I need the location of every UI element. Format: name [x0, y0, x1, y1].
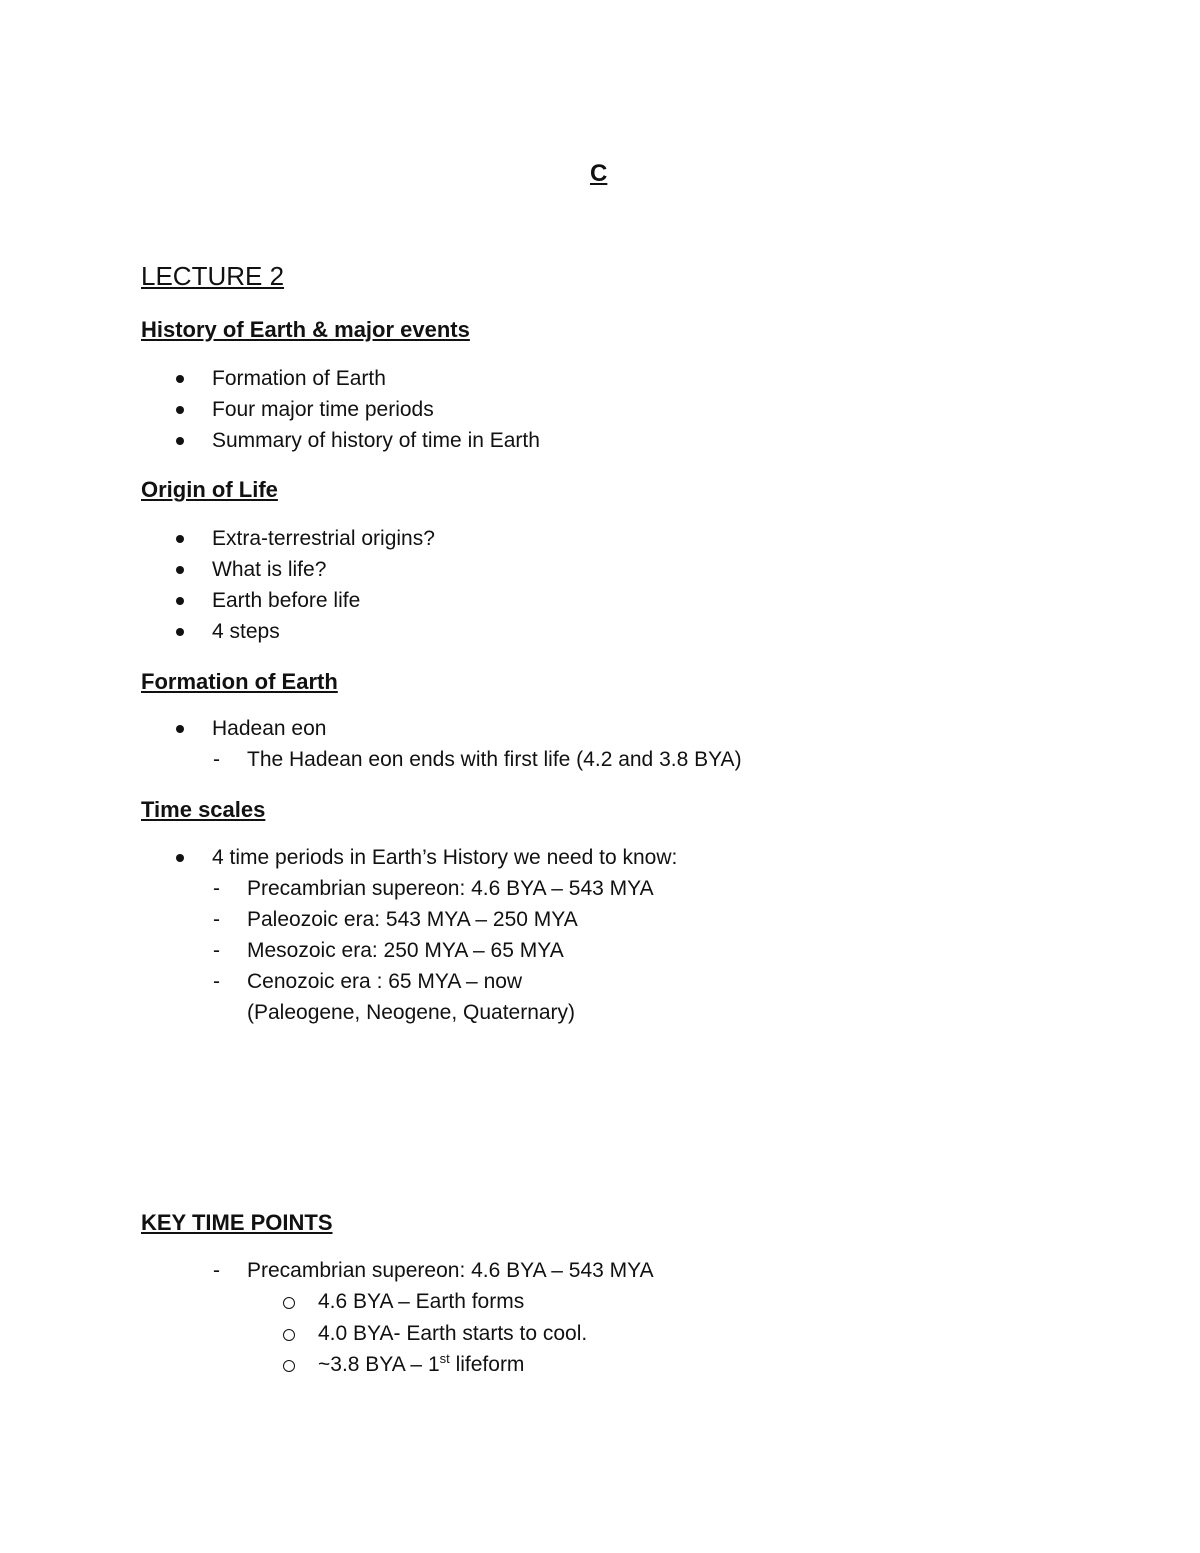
bullet-icon — [176, 566, 184, 574]
section-heading-timescales: Time scales — [141, 797, 266, 822]
list-item: Summary of history of time in Earth — [212, 429, 540, 452]
bullet-icon — [176, 628, 184, 636]
sub-list-item: Mesozoic era: 250 MYA – 65 MYA — [247, 939, 564, 962]
dash-icon: - — [213, 970, 220, 993]
sub-list-item: Paleozoic era: 543 MYA – 250 MYA — [247, 908, 578, 931]
list-item: 4 steps — [212, 620, 280, 643]
section-heading-history: History of Earth & major events — [141, 317, 470, 342]
key-point-superscript: st — [439, 1351, 450, 1366]
bullet-icon — [176, 725, 184, 733]
bullet-icon — [176, 854, 184, 862]
section-heading-keypoints: KEY TIME POINTS — [141, 1210, 333, 1235]
lecture-title: LECTURE 2 — [141, 261, 285, 291]
list-item: What is life? — [212, 558, 327, 581]
sub-list-item: Cenozoic era : 65 MYA – now — [247, 970, 523, 993]
key-point: 4.6 BYA – Earth forms — [318, 1290, 525, 1313]
sub-list-item: Precambrian supereon: 4.6 BYA – 543 MYA — [247, 877, 654, 900]
list-item: Earth before life — [212, 589, 361, 612]
key-point-suffix: lifeform — [449, 1353, 525, 1376]
bullet-icon — [176, 406, 184, 414]
bullet-icon — [176, 437, 184, 445]
key-point: 4.0 BYA- Earth starts to cool. — [318, 1322, 588, 1345]
list-item: Formation of Earth — [212, 367, 386, 390]
section-heading-origin: Origin of Life — [141, 477, 278, 502]
bullet-icon — [176, 375, 184, 383]
section-heading-formation: Formation of Earth — [141, 669, 338, 694]
sub-list-item: Precambrian supereon: 4.6 BYA – 543 MYA — [247, 1259, 654, 1282]
key-point-prefix: ~3.8 BYA – 1 — [318, 1353, 440, 1376]
circle-bullet-icon — [283, 1297, 295, 1309]
dash-icon: - — [213, 748, 220, 771]
circle-bullet-icon — [283, 1360, 295, 1372]
list-item: Extra-terrestrial origins? — [212, 527, 435, 550]
sub-list-continuation: (Paleogene, Neogene, Quaternary) — [247, 1001, 576, 1024]
dash-icon: - — [213, 877, 220, 900]
key-point — [318, 1353, 524, 1377]
list-item: Hadean eon — [212, 717, 327, 740]
dash-icon: - — [213, 1259, 220, 1282]
dash-icon: - — [213, 908, 220, 931]
circle-bullet-icon — [283, 1329, 295, 1341]
bullet-icon — [176, 535, 184, 543]
list-item: 4 time periods in Earth’s History we need to know: — [212, 846, 678, 869]
bullet-icon — [176, 597, 184, 605]
dash-icon: - — [213, 939, 220, 962]
sub-list-item: The Hadean eon ends with first life (4.2 and 3.8 BYA) — [247, 748, 742, 771]
list-item: Four major time periods — [212, 398, 434, 421]
page-letter: C — [590, 160, 608, 187]
